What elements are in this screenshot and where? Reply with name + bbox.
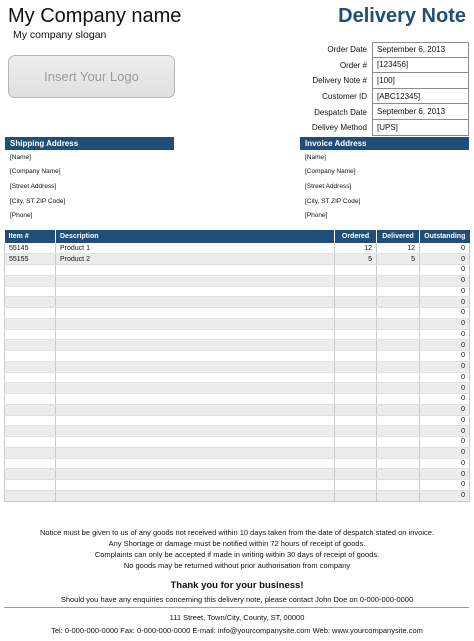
ordered-cell[interactable]	[335, 372, 377, 383]
info-label: Delivery Note #	[312, 76, 367, 86]
delivered-cell[interactable]	[377, 447, 420, 458]
description-cell[interactable]	[56, 437, 335, 448]
invoice-phone[interactable]: [Phone]	[305, 212, 328, 220]
info-row-customer-id	[295, 89, 469, 105]
outstanding-cell[interactable]: 0	[420, 404, 470, 415]
ordered-cell[interactable]	[335, 469, 377, 480]
item-number-cell[interactable]	[5, 308, 56, 319]
description-cell[interactable]: Product 2	[56, 254, 335, 265]
delivered-cell[interactable]	[377, 437, 420, 448]
invoice-city[interactable]: [City, ST ZIP Code]	[305, 197, 361, 205]
table-row	[5, 404, 470, 415]
item-number-cell[interactable]	[5, 404, 56, 415]
shipping-company[interactable]: [Company Name]	[10, 168, 61, 176]
delivered-cell[interactable]	[377, 426, 420, 437]
notice-line: Notice must be given to us of any goods not received within 10 days taken from the date of despatch stated on invoice.	[40, 528, 434, 537]
description-cell[interactable]	[56, 415, 335, 426]
table-row	[5, 447, 470, 458]
outstanding-cell[interactable]: 0	[420, 254, 470, 265]
ordered-cell[interactable]	[335, 275, 377, 286]
item-number-cell[interactable]	[5, 383, 56, 394]
table-row	[5, 286, 470, 297]
item-number-cell[interactable]	[5, 372, 56, 383]
shipping-street[interactable]: [Street Address]	[10, 182, 57, 190]
outstanding-cell[interactable]: 0	[420, 372, 470, 383]
ordered-cell[interactable]	[335, 383, 377, 394]
delivered-cell[interactable]	[377, 490, 420, 501]
delivered-cell[interactable]	[377, 480, 420, 491]
outstanding-cell[interactable]: 0	[420, 426, 470, 437]
ordered-cell[interactable]	[335, 361, 377, 372]
info-label: Delivey Method	[311, 123, 367, 133]
ordered-cell[interactable]: 5	[335, 254, 377, 265]
table-row	[5, 265, 470, 276]
info-row-delivery-method	[295, 120, 469, 136]
info-value[interactable]: [UPS]	[372, 120, 469, 136]
delivered-cell[interactable]	[377, 383, 420, 394]
items-table-header	[5, 230, 470, 243]
company-slogan: My company slogan	[13, 29, 107, 41]
items-table	[4, 230, 470, 502]
description-cell[interactable]	[56, 286, 335, 297]
ordered-cell[interactable]	[335, 458, 377, 469]
outstanding-cell[interactable]: 0	[420, 297, 470, 308]
ordered-cell[interactable]	[335, 447, 377, 458]
info-row-despatch-date	[295, 104, 469, 120]
description-cell[interactable]	[56, 394, 335, 405]
info-value[interactable]: [ABC12345]	[372, 89, 469, 105]
ordered-cell[interactable]	[335, 351, 377, 362]
delivered-cell[interactable]	[377, 340, 420, 351]
outstanding-cell[interactable]: 0	[420, 318, 470, 329]
info-label: Despatch Date	[314, 107, 367, 117]
description-cell[interactable]	[56, 447, 335, 458]
invoice-street[interactable]: [Street Address]	[305, 182, 352, 190]
company-contact: Tel: 0-000-000-0000 Fax: 0-000-000-0000 E-mail: info@yourcompanysite.com Web: www.yourcompanysite.com	[51, 626, 423, 635]
delivered-cell[interactable]	[377, 372, 420, 383]
description-cell[interactable]	[56, 372, 335, 383]
delivered-cell[interactable]: 12	[377, 243, 420, 254]
info-value[interactable]: September 6, 2013	[372, 42, 469, 58]
info-value[interactable]: [100]	[372, 73, 469, 89]
description-cell[interactable]	[56, 329, 335, 340]
description-cell[interactable]	[56, 458, 335, 469]
shipping-name[interactable]: [Name]	[10, 153, 31, 161]
item-number-cell[interactable]	[5, 394, 56, 405]
ordered-cell[interactable]	[335, 415, 377, 426]
delivered-cell[interactable]	[377, 361, 420, 372]
item-number-cell[interactable]	[5, 469, 56, 480]
outstanding-cell[interactable]: 0	[420, 275, 470, 286]
ordered-cell[interactable]	[335, 318, 377, 329]
info-row-order-number	[295, 58, 469, 74]
item-number-cell[interactable]	[5, 415, 56, 426]
table-row	[5, 469, 470, 480]
delivered-cell[interactable]	[377, 297, 420, 308]
ordered-cell[interactable]	[335, 265, 377, 276]
description-cell[interactable]	[56, 480, 335, 491]
info-value[interactable]: September 6, 2013	[372, 104, 469, 120]
description-cell[interactable]	[56, 490, 335, 501]
table-row	[5, 426, 470, 437]
ordered-cell[interactable]	[335, 308, 377, 319]
delivered-cell[interactable]	[377, 286, 420, 297]
table-row	[5, 383, 470, 394]
item-number-cell[interactable]	[5, 318, 56, 329]
item-number-cell[interactable]: 55155	[5, 254, 56, 265]
outstanding-cell[interactable]: 0	[420, 415, 470, 426]
column-header-description: Description	[56, 230, 335, 243]
notice-text	[0, 527, 474, 571]
outstanding-cell[interactable]: 0	[420, 458, 470, 469]
outstanding-cell[interactable]: 0	[420, 469, 470, 480]
logo-placeholder[interactable]	[8, 55, 175, 98]
outstanding-cell[interactable]: 0	[420, 394, 470, 405]
info-label: Order Date	[327, 45, 367, 55]
ordered-cell[interactable]: 12	[335, 243, 377, 254]
item-number-cell[interactable]	[5, 447, 56, 458]
outstanding-cell[interactable]: 0	[420, 265, 470, 276]
thank-you-message: Thank you for your business!	[170, 580, 304, 591]
info-row-order-date	[295, 42, 469, 58]
order-info-block	[295, 42, 469, 136]
delivered-cell[interactable]: 5	[377, 254, 420, 265]
outstanding-cell[interactable]: 0	[420, 447, 470, 458]
description-cell[interactable]	[56, 469, 335, 480]
ordered-cell[interactable]	[335, 297, 377, 308]
shipping-phone[interactable]: [Phone]	[10, 212, 33, 220]
column-header-delivered: Delivered	[377, 230, 420, 243]
description-cell[interactable]	[56, 340, 335, 351]
table-row	[5, 297, 470, 308]
delivered-cell[interactable]	[377, 458, 420, 469]
table-row	[5, 308, 470, 319]
table-row	[5, 480, 470, 491]
invoice-company[interactable]: [Company Name]	[305, 168, 356, 176]
item-number-cell[interactable]	[5, 329, 56, 340]
item-number-cell[interactable]	[5, 361, 56, 372]
item-number-cell[interactable]	[5, 437, 56, 448]
outstanding-cell[interactable]: 0	[420, 308, 470, 319]
invoice-name[interactable]: [Name]	[305, 153, 326, 161]
footer-divider	[4, 607, 469, 608]
items-table-body	[5, 243, 470, 501]
ordered-cell[interactable]	[335, 340, 377, 351]
notice-line: Complaints can only be accepted if made in writing within 30 days of receipt of goods.	[94, 550, 380, 559]
delivered-cell[interactable]	[377, 308, 420, 319]
description-cell[interactable]	[56, 383, 335, 394]
description-cell[interactable]	[56, 308, 335, 319]
delivered-cell[interactable]	[377, 415, 420, 426]
notice-line: No goods may be returned without prior authorisation from company	[123, 561, 351, 570]
info-label: Order #	[339, 60, 367, 70]
invoice-address-header: Invoice Address	[300, 137, 469, 150]
outstanding-cell[interactable]: 0	[420, 286, 470, 297]
outstanding-cell[interactable]: 0	[420, 351, 470, 362]
notice-line: Any Shortage or damage must be notified within 72 hours of receipt of goods.	[108, 539, 366, 548]
item-number-cell[interactable]	[5, 458, 56, 469]
item-number-cell[interactable]	[5, 480, 56, 491]
column-header-item: Item #	[5, 230, 56, 243]
table-row	[5, 254, 470, 265]
document-title: Delivery Note	[338, 5, 466, 27]
description-cell[interactable]	[56, 297, 335, 308]
logo-placeholder-label: Insert Your Logo	[44, 69, 139, 84]
delivered-cell[interactable]	[377, 469, 420, 480]
delivered-cell[interactable]	[377, 275, 420, 286]
description-cell[interactable]	[56, 265, 335, 276]
info-row-delivery-note-number	[295, 73, 469, 89]
table-row	[5, 458, 470, 469]
outstanding-cell[interactable]: 0	[420, 490, 470, 501]
table-row	[5, 415, 470, 426]
delivered-cell[interactable]	[377, 404, 420, 415]
description-cell[interactable]	[56, 426, 335, 437]
invoice-address-block	[300, 137, 469, 223]
outstanding-cell[interactable]: 0	[420, 340, 470, 351]
delivered-cell[interactable]	[377, 329, 420, 340]
outstanding-cell[interactable]: 0	[420, 243, 470, 254]
ordered-cell[interactable]	[335, 329, 377, 340]
table-row	[5, 372, 470, 383]
ordered-cell[interactable]	[335, 480, 377, 491]
description-cell[interactable]	[56, 361, 335, 372]
item-number-cell[interactable]	[5, 286, 56, 297]
table-row	[5, 361, 470, 372]
outstanding-cell[interactable]: 0	[420, 329, 470, 340]
delivered-cell[interactable]	[377, 394, 420, 405]
description-cell[interactable]	[56, 351, 335, 362]
table-row	[5, 318, 470, 329]
column-header-outstanding: Outstanding	[420, 230, 470, 243]
item-number-cell[interactable]: 55145	[5, 243, 56, 254]
shipping-city[interactable]: [City, ST ZIP Code]	[10, 197, 66, 205]
outstanding-cell[interactable]: 0	[420, 437, 470, 448]
ordered-cell[interactable]	[335, 490, 377, 501]
ordered-cell[interactable]	[335, 286, 377, 297]
outstanding-cell[interactable]: 0	[420, 361, 470, 372]
item-number-cell[interactable]	[5, 351, 56, 362]
company-name: My Company name	[8, 5, 182, 27]
table-row	[5, 437, 470, 448]
item-number-cell[interactable]	[5, 275, 56, 286]
item-number-cell[interactable]	[5, 340, 56, 351]
table-row	[5, 329, 470, 340]
description-cell[interactable]: Product 1	[56, 243, 335, 254]
ordered-cell[interactable]	[335, 404, 377, 415]
item-number-cell[interactable]	[5, 490, 56, 501]
table-row	[5, 275, 470, 286]
table-row	[5, 394, 470, 405]
table-row	[5, 340, 470, 351]
description-cell[interactable]	[56, 318, 335, 329]
company-address: 111 Street, Town/City, County, ST, 00000	[169, 613, 305, 622]
shipping-address-header: Shipping Address	[5, 137, 174, 150]
table-row	[5, 490, 470, 501]
info-label: Customer ID	[322, 92, 367, 102]
item-number-cell[interactable]	[5, 297, 56, 308]
description-cell[interactable]	[56, 404, 335, 415]
outstanding-cell[interactable]: 0	[420, 383, 470, 394]
enquiry-text: Should you have any enquiries concerning this delivery note, please contact John Doe on 0-000-000-0000	[60, 595, 414, 604]
description-cell[interactable]	[56, 275, 335, 286]
outstanding-cell[interactable]: 0	[420, 480, 470, 491]
ordered-cell[interactable]	[335, 394, 377, 405]
table-row	[5, 351, 470, 362]
item-number-cell[interactable]	[5, 265, 56, 276]
ordered-cell[interactable]	[335, 437, 377, 448]
info-value[interactable]: [123456]	[372, 58, 469, 74]
delivered-cell[interactable]	[377, 351, 420, 362]
delivered-cell[interactable]	[377, 318, 420, 329]
column-header-ordered: Ordered	[335, 230, 377, 243]
delivered-cell[interactable]	[377, 265, 420, 276]
ordered-cell[interactable]	[335, 426, 377, 437]
shipping-address-block	[5, 137, 174, 223]
table-row	[5, 243, 470, 254]
item-number-cell[interactable]	[5, 426, 56, 437]
